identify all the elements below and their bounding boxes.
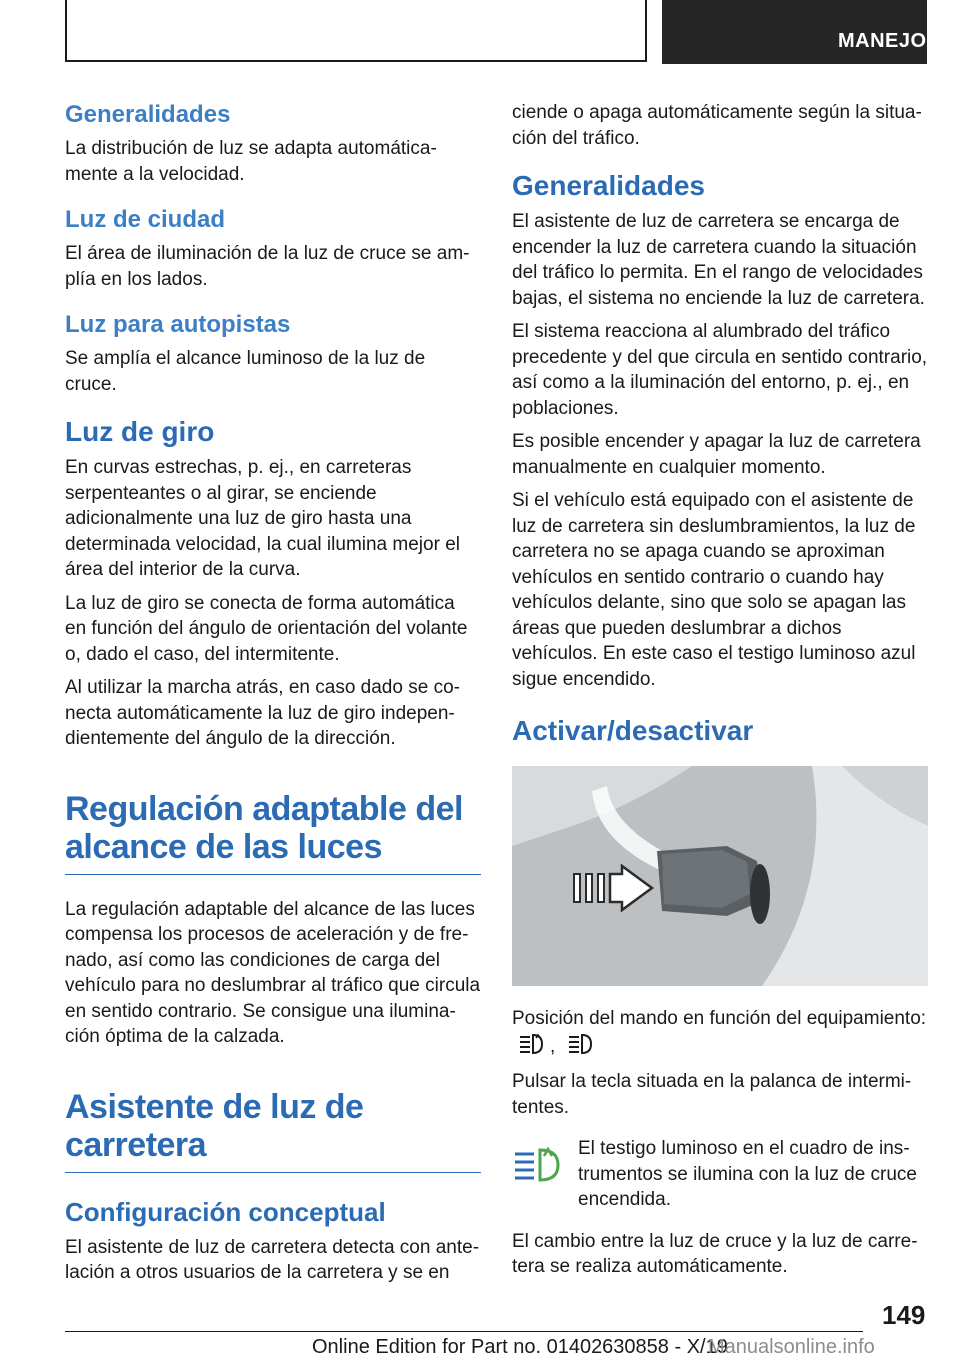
paragraph: Al utilizar la marcha atrás, en caso dado se conecta automáticamente la luz de giro independientemente del ángulo de la dirección. xyxy=(65,677,460,749)
turn-signal-lever-illustration xyxy=(512,766,928,986)
icon-separator: , xyxy=(550,1035,556,1057)
paragraph: ciende o apaga automáticamente según la situación del tráfico. xyxy=(512,102,922,149)
header-chapter-tab: MANEJO xyxy=(662,0,927,64)
lever-drawing xyxy=(512,766,928,986)
watermark: Manualsonline.info xyxy=(708,1336,875,1358)
paragraph: El sistema reacciona al alumbrado del tráfico precedente y del que circula en sentido contrario, así como a la iluminación del entorno, p. ej., en poblaciones. xyxy=(512,321,928,419)
note-text: El testigo luminoso en el cuadro de instrumentos se ilumina con la luz de cruce encendida. xyxy=(578,1138,917,1210)
header-frame xyxy=(65,0,647,62)
paragraph-posicion xyxy=(512,1006,928,1061)
page-number: 149 xyxy=(882,1300,926,1330)
paragraph: El área de iluminación de la luz de cruce se amplía en los lados. xyxy=(65,243,470,290)
heading-rule xyxy=(65,1172,481,1173)
high-beam-assistant-alt-icon xyxy=(567,1032,593,1062)
footer-edition: Online Edition for Part no. 01402630858 - X/19 xyxy=(312,1336,728,1358)
paragraph: El asistente de luz de carretera detecta con antelación a otros usuarios de la carretera y se en xyxy=(65,1236,480,1283)
heading-generalidades: Generalidades xyxy=(65,101,231,128)
high-beam-indicator-icon xyxy=(512,1144,562,1191)
page-header xyxy=(65,0,960,64)
paragraph: El asistente de luz de carretera se encarga de encender la luz de carretera cuando la situación del tráfico lo permita. En el rango de velocidades bajas, el sistema no enciende la luz de carretera. xyxy=(512,211,925,309)
heading-luz-ciudad: Luz de ciudad xyxy=(65,206,226,233)
paragraph: En curvas estrechas, p. ej., en carreteras serpenteantes o al girar, se enciende adicionalmente una luz de giro hasta una determinada velocidad, la cual ilumina mejor el área del interior de la curva. xyxy=(65,457,460,580)
heading-generalidades-asistente: Generalidades xyxy=(512,170,705,201)
heading-activar: Activar/desactivar xyxy=(512,715,754,746)
paragraph: Se amplía el alcance luminoso de la luz de cruce. xyxy=(65,348,426,395)
heading-luz-giro: Luz de giro xyxy=(65,416,215,447)
paragraph: La distribución de luz se adapta automáticamente a la velocidad. xyxy=(65,138,437,185)
heading-configuracion: Configuración conceptual xyxy=(65,1196,386,1227)
heading-regulacion: Regulación adaptable del alcance de las luces xyxy=(65,789,463,866)
right-column xyxy=(512,100,928,1288)
posicion-text: Posición del mando en función del equipamiento: xyxy=(512,1008,927,1029)
high-beam-assistant-icon xyxy=(518,1032,544,1062)
footer-rule xyxy=(65,1331,863,1332)
heading-rule xyxy=(65,874,481,875)
heading-luz-autopistas: Luz para autopistas xyxy=(65,311,291,338)
heading-asistente: Asistente de luz de carretera xyxy=(65,1087,364,1164)
paragraph: La regulación adaptable del alcance de las luces compensa los procesos de aceleración y de frenado, así como las condiciones de carga del vehículo para no deslumbrar al tráfico que circula en sentido contrario. Se consigue una iluminación óptima de la calzada. xyxy=(65,898,481,1047)
paragraph: Es posible encender y apagar la luz de carretera manualmente en cualquier momento. xyxy=(512,431,921,478)
paragraph: Pulsar la tecla situada en la palanca de intermitentes. xyxy=(512,1071,912,1118)
left-column xyxy=(65,100,481,1294)
paragraph: Si el vehículo está equipado con el asistente de luz de carretera sin deslumbramientos, la luz de carretera no se apaga cuando se aproximan vehículos en sentido contrario o cuando hay vehículos delante, sino que solo se apagan las áreas que pueden deslumbrar a dichos vehículos. En este caso el testigo luminoso azul sigue encendido. xyxy=(512,490,916,690)
paragraph: El cambio entre la luz de cruce y la luz de carretera se realiza automáticamente. xyxy=(512,1230,918,1277)
indicator-note xyxy=(512,1136,928,1213)
paragraph: La luz de giro se conecta de forma automática en función del ángulo de orientación del volante o, dado el caso, del intermitente. xyxy=(65,592,468,665)
